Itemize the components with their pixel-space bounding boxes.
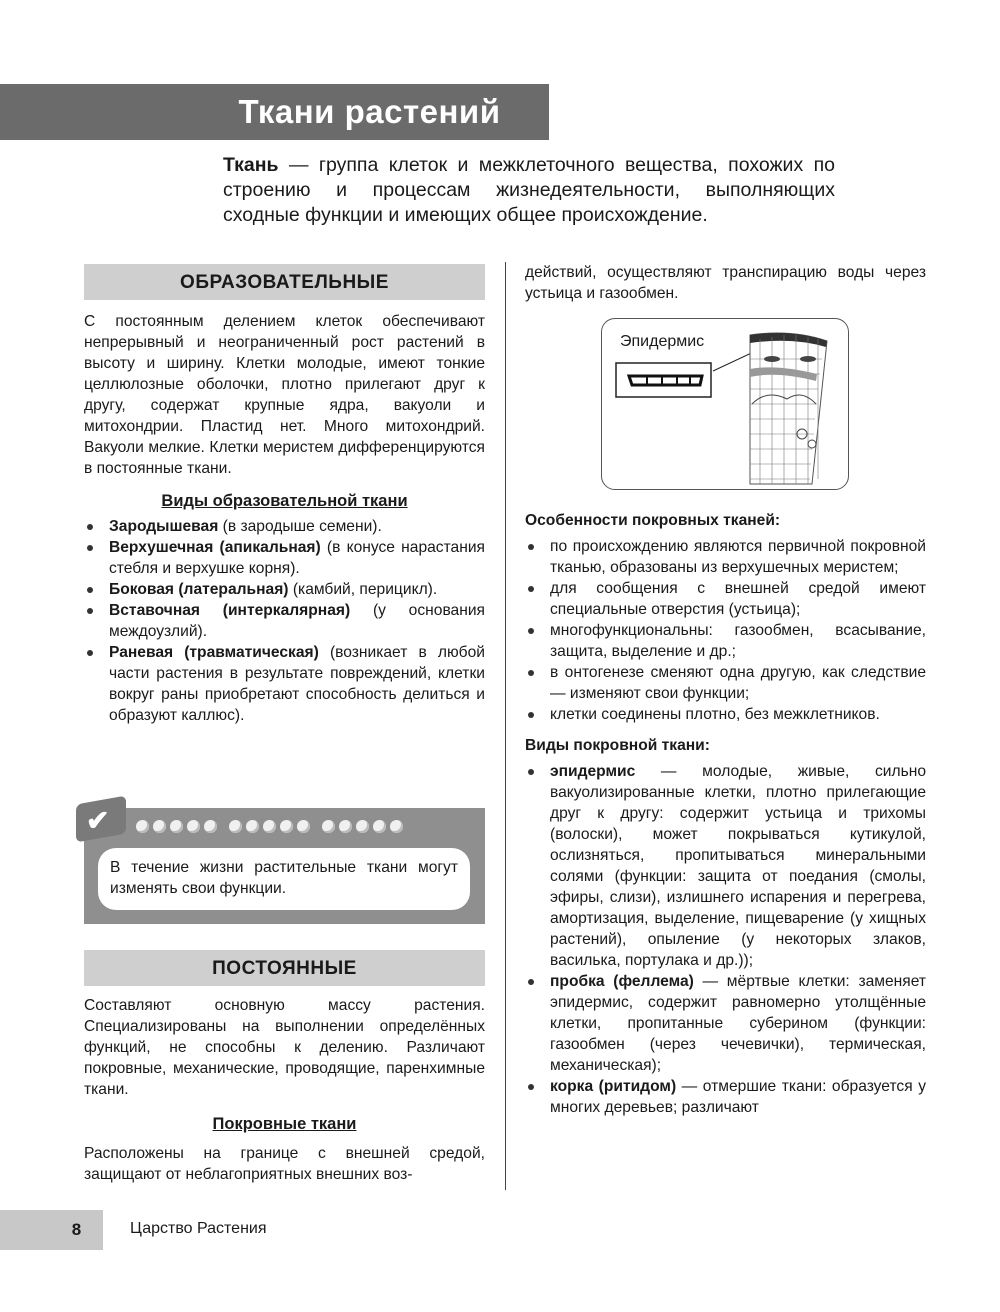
permanent-text: Составляют основную массу растения. Специализированы на выполнении определённых функций, не способны к делению. Различают покровные, механические, проводящие, паренхимные ткани. xyxy=(84,997,485,1098)
list-item: клетки соединены плотно, без межклетников. xyxy=(525,704,926,725)
note-callout xyxy=(84,805,485,924)
cover-tissue-text: Расположены на границе с внешней средой, защищают от неблагоприятных внешних воз- xyxy=(84,1145,485,1183)
intro-text: — группа клеток и межклеточного вещества, похожих по строению и процессам жизнедеятельности, выполняющих сходные функции и имеющих общее происхождение. xyxy=(223,154,835,226)
list-item: по происхождению являются первичной покровной тканью, образованы из верхушечных меристем; xyxy=(525,536,926,578)
desc: — отмершие ткани: образуется у многих деревьев; различают xyxy=(550,1078,926,1116)
desc: — молодые, живые, сильно вакуолизированные клетки, плотно прилегающие друг к другу: содержит устьица и трихомы (волоски), может покрываться кутикулой, ослизняться, пропитываться минеральными солями (функции: защита от поедания (смолы, эфиры, слизи), излишнего испарения и перегрева, амортизация, выделение, пищеварение (у хищных растений), опыление (у некоторых злаков, василька, портулака и др.)); xyxy=(550,763,926,969)
term: Раневая (травматическая) xyxy=(109,644,319,661)
desc: (в зародыше семени). xyxy=(218,518,382,535)
epidermis-figure xyxy=(601,318,849,490)
list-item xyxy=(525,971,926,1076)
term: корка (ритидом) xyxy=(550,1078,677,1095)
list-item xyxy=(84,537,485,579)
page-number: 8 xyxy=(0,1210,103,1250)
column-divider xyxy=(505,262,506,1190)
term: пробка (феллема) xyxy=(550,973,694,990)
callout-text: В течение жизни растительные ткани могут изменять свои функции. xyxy=(98,848,470,910)
list-item xyxy=(525,761,926,971)
educational-types-heading: Виды образовательной ткани xyxy=(161,492,408,510)
list-item xyxy=(525,1076,926,1118)
footer-section-title: Царство Растения xyxy=(130,1220,267,1237)
stem-cross-section-illustration xyxy=(602,319,850,491)
list-item: для сообщения с внешней средой имеют специальные отверстия (устьица); xyxy=(525,578,926,620)
right-column-features xyxy=(525,510,926,1118)
section-heading-permanent: ПОСТОЯННЫЕ xyxy=(84,950,485,986)
term: Верхушечная (апикальная) xyxy=(109,539,321,556)
desc: (у основания междоузлий). xyxy=(109,602,485,640)
desc: — мёртвые клетки: заменяет эпидермис, содержит равномерно утолщённые клетки, пропитанные суберином (функции: газообмен (через чечевички), термическая, механическая); xyxy=(550,973,927,1074)
decorative-dots xyxy=(136,820,403,833)
list-item xyxy=(84,600,485,642)
cover-tissue-heading: Покровные ткани xyxy=(212,1115,357,1133)
left-column-bottom xyxy=(84,950,485,1185)
left-column-top xyxy=(84,264,485,726)
list-item xyxy=(84,642,485,726)
features-list xyxy=(525,536,926,725)
list-item: в онтогенезе сменяют одна другую, как следствие — изменяют свои функции; xyxy=(525,662,926,704)
desc: (камбий, перицикл). xyxy=(288,581,438,598)
term: Зародышевая xyxy=(109,518,219,535)
desc: (возникает в любой части растения в результате повреждений, клетки вокруг раны приобретают способность делиться и образуют каллюс). xyxy=(109,644,485,724)
term: Вставочная (интеркалярная) xyxy=(109,602,351,619)
kinds-heading: Виды покровной ткани: xyxy=(525,737,710,754)
educational-types-list xyxy=(84,516,485,726)
page-title: Ткани растений xyxy=(0,84,549,140)
section-heading-educational: ОБРАЗОВАТЕЛЬНЫЕ xyxy=(84,264,485,300)
list-item xyxy=(84,579,485,600)
right-column xyxy=(525,262,926,304)
intro-definition xyxy=(223,153,835,228)
cover-tissue-text-continued: действий, осуществляют транспирацию воды через устьица и газообмен. xyxy=(525,264,926,302)
features-heading: Особенности покровных тканей: xyxy=(525,512,781,529)
checkmark-icon: ✔ xyxy=(86,805,110,836)
intro-term: Ткань xyxy=(223,154,279,176)
term: эпидермис xyxy=(550,763,636,780)
kinds-list xyxy=(525,761,926,1118)
figure-label: Эпидермис xyxy=(620,333,705,350)
desc: (в конусе нарастания стебля и верхушке корня). xyxy=(109,539,485,577)
educational-text: С постоянным делением клеток обеспечивают непрерывный и неограниченный рост растений в высоту и ширину. Клетки молодые, имеют тонкие целлюлозные оболочки, плотно прилегают друг к другу, содержат крупные ядра, вакуоли и митохондрии. Пластид нет. Много митохондрий. Вакуоли мелкие. Клетки меристем дифференцируются в постоянные ткани. xyxy=(84,313,485,477)
list-item xyxy=(84,516,485,537)
list-item: многофункциональны: газообмен, всасывание, защита, выделение и др.; xyxy=(525,620,926,662)
term: Боковая (латеральная) xyxy=(109,581,289,598)
